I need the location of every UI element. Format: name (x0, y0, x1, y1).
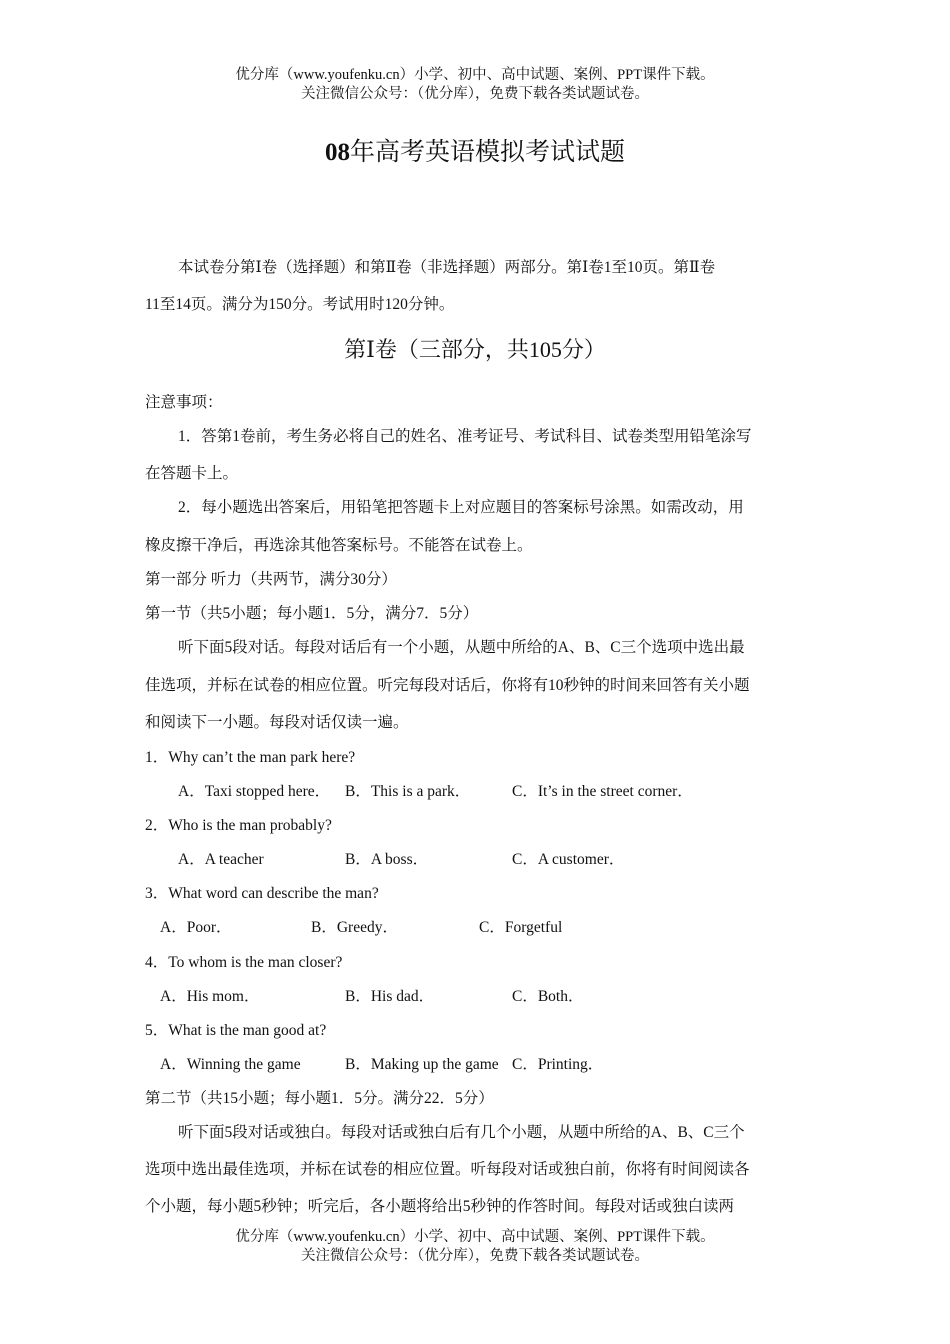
title-rest: 年高考英语模拟考试试题 (349, 139, 625, 166)
footer-line-1: 优分库（www.youfenku.cn）小学、初中、高中试题、案例、PPT课件下载。 (235, 1229, 715, 1245)
intro-line-2: 11至14页。满分为150分。考试用时120分钟。 (145, 296, 455, 313)
q4-option-c: C．Both． (512, 988, 584, 1005)
section1-instr-2: 佳选项，并标在试卷的相应位置。听完每段对话后，你将有10秒钟的时间来回答有关小题 (145, 677, 750, 694)
note-2-line-2: 橡皮擦干净后，再选涂其他答案标号。不能答在试卷上。 (145, 537, 533, 554)
page-footer (0, 1228, 950, 1266)
intro-line-1: 本试卷分第Ⅰ卷（选择题）和第Ⅱ卷（非选择题）两部分。第Ⅰ卷1至10页。第Ⅱ卷 (178, 259, 716, 276)
section2-heading: 第二节（共15小题；每小题1．5分。满分22．5分） (145, 1090, 494, 1107)
question-3: 3．What word can describe the man? (145, 885, 379, 902)
q2-option-b: B．A boss． (345, 851, 429, 868)
document-title (0, 132, 950, 168)
section2-instr-3: 个小题，每小题5秒钟；听完后，各小题将给出5秒钟的作答时间。每段对话或独白读两 (145, 1198, 735, 1215)
question-1: 1．Why can’t the man park here? (145, 749, 356, 766)
note-1-line-2: 在答题卡上。 (145, 465, 239, 482)
section1-instr-1: 听下面5段对话。每段对话后有一个小题，从题中所给的A、B、C三个选项中选出最 (178, 639, 745, 656)
note-1-line-1: 1．答第1卷前，考生务必将自己的姓名、准考证号、考试科目、试卷类型用铅笔涂写 (178, 428, 752, 445)
section1-instr-3: 和阅读下一小题。每段对话仅读一遍。 (145, 714, 409, 731)
q3-option-b: B．Greedy． (311, 919, 398, 936)
question-5: 5．What is the man good at? (145, 1022, 327, 1039)
q5-option-a: A．Winning the game (160, 1056, 301, 1073)
q2-option-c: C．A customer． (512, 851, 625, 868)
part1-heading: 第一部分 听力（共两节，满分30分） (145, 571, 397, 588)
header-line-2: 关注微信公众号：（优分库），免费下载各类试题试卷。 (301, 86, 649, 102)
q3-option-c: C．Forgetful (479, 919, 563, 936)
q1-option-b: B．This is a park． (345, 783, 471, 800)
q2-option-a: A．A teacher (178, 851, 264, 868)
q1-option-c: C．It’s in the street corner． (512, 783, 693, 800)
question-2: 2．Who is the man probably? (145, 817, 332, 834)
part-title: 第Ⅰ卷（三部分，共105分） (344, 337, 606, 362)
section2-instr-2: 选项中选出最佳选项，并标在试卷的相应位置。听每段对话或独白前，你将有时间阅读各 (145, 1161, 750, 1178)
section1-heading: 第一节（共5小题；每小题1．5分，满分7．5分） (145, 605, 479, 622)
notes-heading: 注意事项： (145, 394, 223, 411)
q5-option-c: C．Printing． (512, 1056, 604, 1073)
q4-option-a: A．His mom． (160, 988, 260, 1005)
q3-option-a: A．Poor． (160, 919, 232, 936)
header-line-1: 优分库（www.youfenku.cn）小学、初中、高中试题、案例、PPT课件下载。 (235, 67, 715, 83)
section2-instr-1: 听下面5段对话或独白。每段对话或独白后有几个小题，从题中所给的A、B、C三个 (178, 1124, 745, 1141)
q5-option-b: B．Making up the game (345, 1056, 499, 1073)
title-year: 08 (324, 139, 350, 166)
note-2-line-1: 2．每小题选出答案后，用铅笔把答题卡上对应题目的答案标号涂黑。如需改动，用 (178, 499, 744, 516)
footer-line-2: 关注微信公众号：（优分库），免费下载各类试题试卷。 (301, 1248, 649, 1264)
question-4: 4．To whom is the man closer? (145, 954, 343, 971)
q4-option-b: B．His dad． (345, 988, 435, 1005)
page-header (0, 66, 950, 104)
q1-option-a: A．Taxi stopped here． (178, 783, 331, 800)
